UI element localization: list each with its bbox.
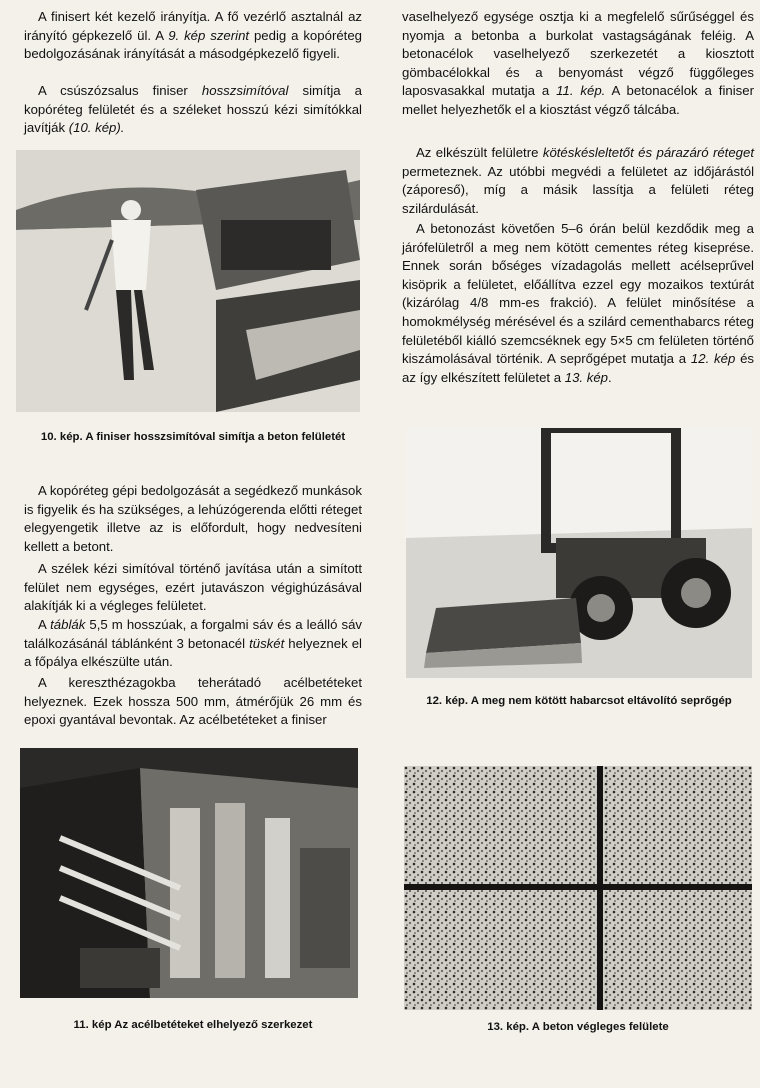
photo-11-dowel-inserter: [20, 748, 358, 998]
photo-10-finiser-smoothing: [16, 150, 360, 412]
paragraph-smoothing: A csúszózsalus finiser hosszsimítóval simítja a kopóréteg felületét és a széleket hosszú kézi simítókkal javítják (10. kép).: [24, 83, 363, 136]
paragraph-dowels: A kereszthézagokba teherátadó acélbetéteket helyeznek. Ezek hossza 500 mm, átmérőjük 26 mm és epoxi gyantával bevontak. Az acélbetéteket a finiser: [24, 675, 362, 728]
photo-12-sweeper: [406, 428, 752, 678]
paragraph-edges: A szélek kézi simítóval történő javítása után a simított felület nem egységes, ezért jutavászon végighúzásával alakítják ki a végleges felületet.: [24, 561, 362, 614]
caption-13: 13. kép. A beton végleges felülete: [487, 1021, 669, 1033]
paragraph-dowel-unit: vaselhelyező egysége osztja ki a megfelelő sűrűséggel és nyomja a betonba a burkolat vastagságának feléig. A betonacélok vaselhelyező szerkezetét a kiosztott gömbacélokkal és a benyomást végző függőleges laposvasakkal mutatja a 11. kép. A betonacélok a finiser mellet helyezhetők el a kiosztást végző tálcába.: [402, 9, 754, 117]
caption-10: 10. kép. A finiser hosszsimítóval simítja a beton felületét: [40, 431, 346, 443]
paragraph-slabs: A táblák 5,5 m hosszúak, a forgalmi sáv és a leálló sáv találkozásánál táblánként 3 betonacél tüskét helyeznek el a főpálya elkészülte után.: [24, 617, 363, 670]
paragraph-sweeping: A betonozást követően 5–6 órán belül kezdődik meg a járófelületről a meg nem kötött cementes réteg kiseprése. Ennek során bőséges vízadagolás mellett acélseprűvel kisöprik a felületet, előállítva ezzel egy mozaikos textúrát (kizárólag 4/8 mm-es frakció). A felület minősítése a homokmélység mérésével és a szilárd cementhabarcs réteg felületéből kiálló szemcséknek egy 5×5 cm felületen történő kiszámolásával történik. A seprőgépet mutatja a 12. kép és az így elkészített felületet a 13. kép.: [402, 221, 755, 385]
paragraph-curing: Az elkészült felületre kötéskésleltetőt és párazáró réteget permeteznek. Az utóbbi megvédi a felületet az időjárástól (záporeső), míg a másik lassítja a felületi réteg szilárdulását.: [402, 145, 754, 216]
photo-13-concrete-surface: [404, 766, 752, 1010]
paragraph-workers: A kopóréteg gépi bedolgozását a segédkező munkások is figyelik és ha szükséges, a lehúzógerenda előtti réteget elegyengetik illetve az is előfordult, hogy nedvesíteni kellett a betont.: [24, 483, 362, 554]
paragraph-finiser-operators: A finisert két kezelő irányítja. A fő vezérlő asztalnál az irányító gépkezelő ül. A 9. kép szerint pedig a kopóréteg bedolgozásának irányítását a másodgépkezelő figyeli.: [24, 9, 362, 62]
caption-11: 11. kép Az acélbetéteket elhelyező szerkezet: [73, 1019, 313, 1031]
caption-12: 12. kép. A meg nem kötött habarcsot eltávolító seprőgép: [426, 695, 732, 707]
